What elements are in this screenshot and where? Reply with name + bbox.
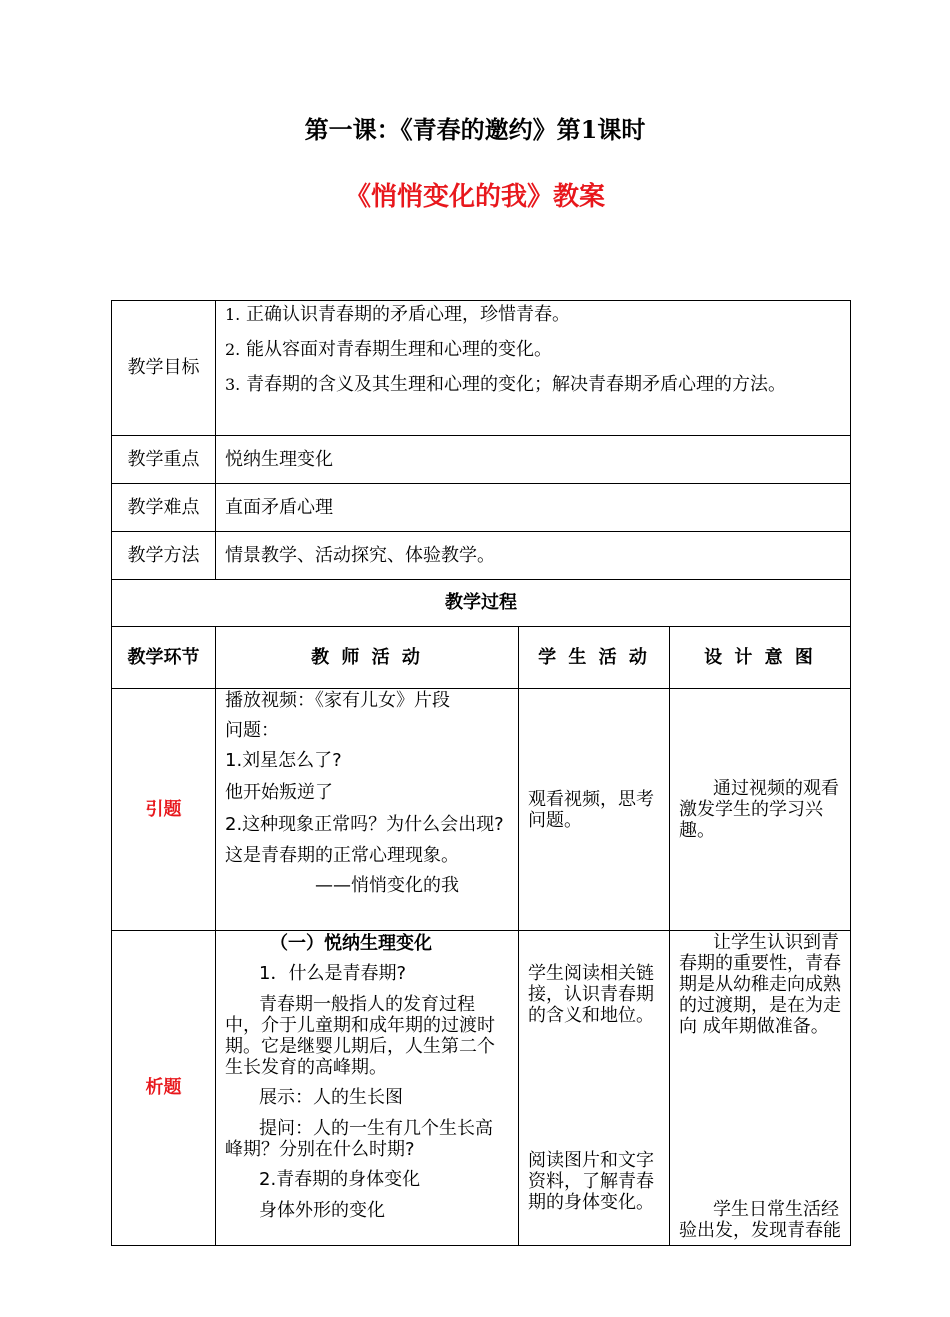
column-header-stage: 教学环节 [112, 627, 216, 689]
key-point-row [112, 436, 851, 484]
teacher-line: 身体外形的变化 [259, 1200, 385, 1221]
column-header-teacher: 教 师 活 动 [216, 627, 519, 689]
lesson-plan-table [111, 300, 851, 1246]
analysis-stage: 析题 [112, 931, 216, 1246]
student-line: 阅读图片和文字资料，了解青春期的身体变化。 [528, 1150, 654, 1213]
lesson-subtitle: 《悄悄变化的我》教案 [344, 182, 605, 212]
process-heading-row [112, 580, 851, 627]
teacher-line: 问题： [225, 720, 279, 741]
column-header-intent: 设 计 意 图 [670, 627, 851, 689]
teacher-line: 2.青春期的身体变化 [259, 1169, 421, 1190]
key-point-value: 悦纳生理变化 [216, 436, 851, 484]
teacher-line: 提问：人的一生有几个生长高峰期？分别在什么时期? [225, 1118, 493, 1160]
difficulty-label: 教学难点 [112, 484, 216, 532]
intro-teacher-activity [216, 689, 519, 931]
teacher-line: 展示：人的生长图 [259, 1087, 403, 1108]
goal-item: 3. 青春期的含义及其生理和心理的变化；解决青春期矛盾心理的方法。 [225, 374, 786, 395]
teacher-line: 播放视频：《家有儿女》片段 [225, 690, 450, 711]
intro-design-intent: 通过视频的观看激发学生的学习兴趣。 [670, 689, 851, 931]
intro-row [112, 689, 851, 931]
goals-row [112, 301, 851, 436]
analysis-row [112, 931, 851, 1246]
analysis-design-intent [670, 931, 851, 1246]
difficulty-row [112, 484, 851, 532]
teacher-line: 他开始叛逆了 [225, 782, 333, 803]
goals-content [216, 301, 851, 436]
key-point-label: 教学重点 [112, 436, 216, 484]
intro-student-activity: 观看视频，思考问题。 [519, 689, 670, 931]
teacher-line: （一）悦纳生理变化 [270, 933, 432, 954]
column-header-student: 学 生 活 动 [519, 627, 670, 689]
process-heading: 教学过程 [112, 580, 851, 627]
lesson-title: 第一课：《青春的邀约》第1课时 [304, 115, 646, 144]
teacher-line: 这是青春期的正常心理现象。 [225, 845, 459, 866]
difficulty-value: 直面矛盾心理 [216, 484, 851, 532]
teacher-line: 2.这种现象正常吗？为什么会出现? [225, 814, 504, 835]
goals-label: 教学目标 [112, 301, 216, 436]
goal-item: 2. 能从容面对青春期生理和心理的变化。 [225, 339, 552, 360]
method-row [112, 532, 851, 580]
student-line: 学生阅读相关链接，认识青春期的含义和地位。 [528, 963, 654, 1026]
teacher-line: 青春期一般指人的发育过程中，介于儿童期和成年期的过渡时期。它是继婴儿期后，人生第二个生长发育的高峰期。 [225, 994, 495, 1078]
analysis-teacher-activity [216, 931, 519, 1246]
analysis-student-activity [519, 931, 670, 1246]
teacher-line: 1．什么是青春期? [259, 963, 407, 984]
intent-line: 学生日常生活经验出发，发现青春能 [679, 1199, 841, 1241]
teacher-line: 1.刘星怎么了? [225, 750, 342, 771]
teacher-line: ——悄悄变化的我 [315, 875, 459, 896]
method-value: 情景教学、活动探究、体验教学。 [216, 532, 851, 580]
process-column-headers [112, 627, 851, 689]
intent-line: 让学生认识到青春期的重要性，青春期是从幼稚走向成熟的过渡期，是在为走向 成年期做准备。 [679, 932, 841, 1037]
method-label: 教学方法 [112, 532, 216, 580]
intro-stage: 引题 [112, 689, 216, 931]
goal-item: 1. 正确认识青春期的矛盾心理，珍惜青春。 [225, 304, 570, 325]
